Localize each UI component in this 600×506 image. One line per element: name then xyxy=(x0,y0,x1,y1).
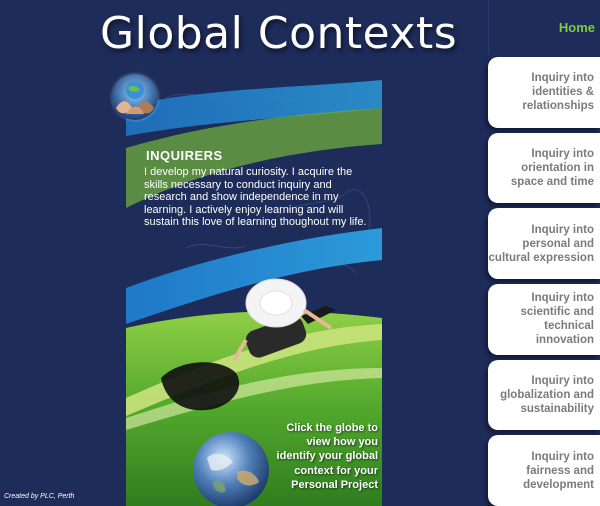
attribute-heading: INQUIRERS xyxy=(146,148,223,163)
globe-icon xyxy=(183,428,279,506)
nav-tab-label: Inquiry into personal and cultural expression xyxy=(488,223,594,264)
credit-line: Created by PLC, Perth xyxy=(4,493,75,500)
nav-tab-label: Inquiry into scientific and technical innovation xyxy=(520,292,594,347)
page-title: Global Contexts xyxy=(100,8,458,59)
nav-tab-globalization-sustainability[interactable] xyxy=(488,360,600,431)
globe-instructions: Click the globe to view how you identify your global context for your Personal Project xyxy=(276,422,378,491)
nav-tab-orientation-space-time[interactable] xyxy=(488,133,600,204)
nav-tab-label: Inquiry into fairness and development xyxy=(523,450,594,491)
hands-globe-avatar xyxy=(112,74,158,120)
home-link[interactable]: Home xyxy=(558,20,595,35)
global-contexts-nav xyxy=(488,57,600,506)
nav-tab-label: Inquiry into globalization and sustainability xyxy=(500,375,594,416)
attribute-description: I develop my natural curiosity. I acquire the skills necessary to conduct inquiry and research and show independence in my learning. I actively enjoy learning and will sustain this love of learning thoughout my life. xyxy=(144,166,367,229)
inquirers-poster xyxy=(126,78,382,506)
nav-tab-personal-cultural-expression[interactable] xyxy=(488,208,600,279)
hands-globe-image xyxy=(112,74,158,120)
nav-tab-fairness-development[interactable] xyxy=(488,435,600,506)
nav-tab-identities-relationships[interactable] xyxy=(488,57,600,128)
nav-tab-scientific-technical-innovation[interactable] xyxy=(488,284,600,355)
nav-tab-label: Inquiry into identities & relationships xyxy=(522,72,594,113)
nav-tab-label: Inquiry into orientation in space and time xyxy=(510,148,594,188)
home-bar xyxy=(488,0,600,54)
globe-button[interactable] xyxy=(183,428,279,506)
